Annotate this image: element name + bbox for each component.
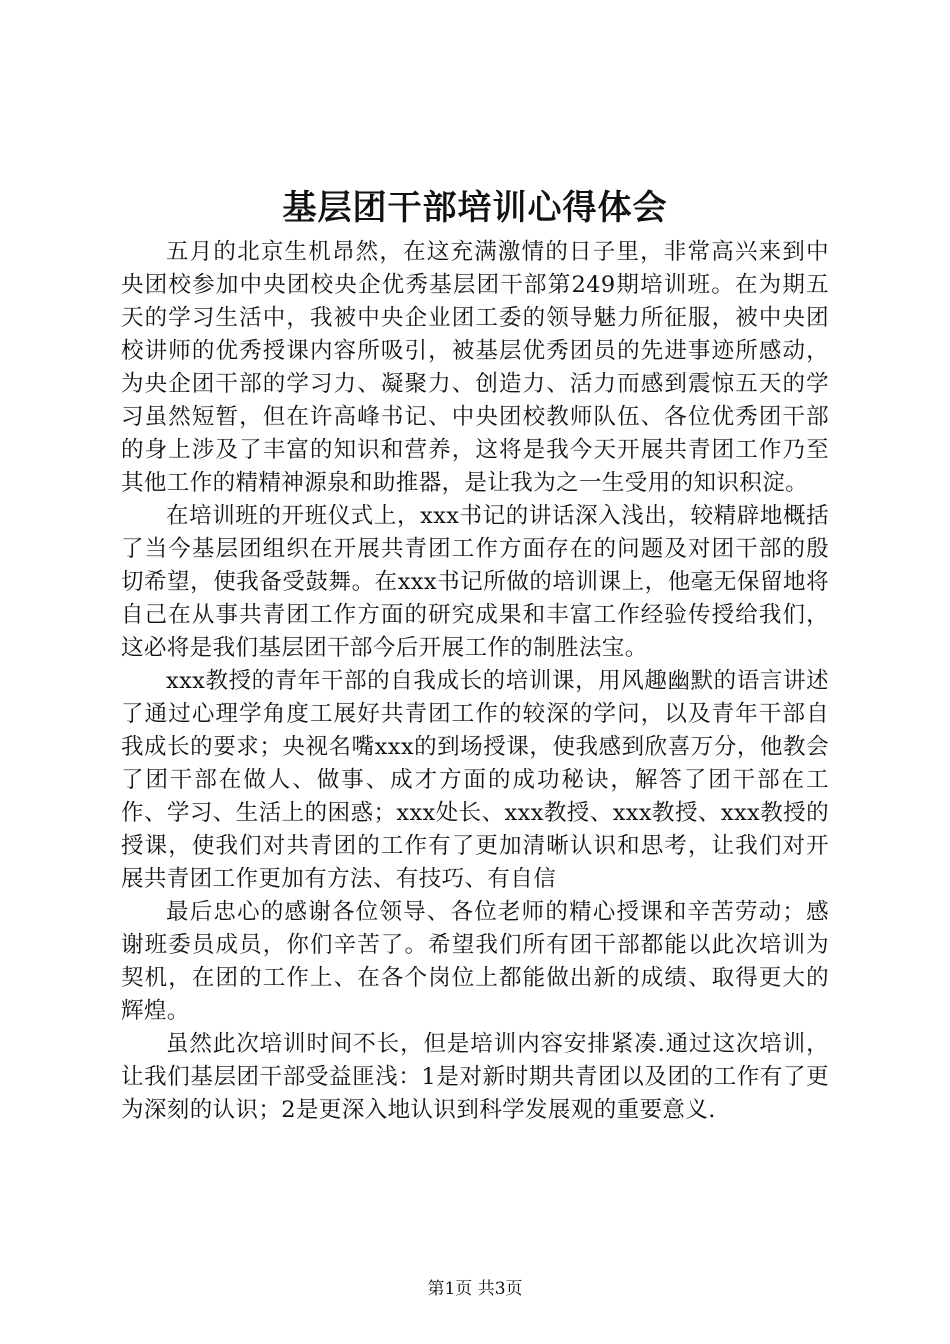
page-footer: 第1页 共3页 [427,1279,523,1299]
paragraph-4: 最后忠心的感谢各位领导、各位老师的精心授课和辛苦劳动；感谢班委员成员，你们辛苦了。希望我们所有团干部都能以此次培训为契机，在团的工作上、在各个岗位上都能做出新的成绩、取得更大的辉煌。 [121,899,829,1024]
paragraph-2: 在培训班的开班仪式上，xxx书记的讲话深入浅出，较精辟地概括了当今基层团组织在开展共青团工作方面存在的问题及对团干部的殷切希望，使我备受鼓舞。在xxx书记所做的培训课上，他毫无保留地将自己在从事共青团工作方面的研究成果和丰富工作经验传授给我们，这必将是我们基层团干部今后开展工作的制胜法宝。 [121,503,829,661]
paragraph-3: xxx教授的青年干部的自我成长的培训课，用风趣幽默的语言讲述了通过心理学角度工展好共青团工作的较深的学问，以及青年干部自我成长的要求；央视名嘴xxx的到场授课，使我感到欣喜万分，他教会了团干部在做人、做事、成才方面的成功秘诀，解答了团干部在工作、学习、生活上的困惑；xxx处长、xxx教授、xxx教授、xxx教授的授课，使我们对共青团的工作有了更加清晰认识和思考，让我们对开展共青团工作更加有方法、有技巧、有自信 [121,668,829,892]
paragraph-5: 虽然此次培训时间不长，但是培训内容安排紧凑.通过这次培训，让我们基层团干部受益匪浅：1是对新时期共青团以及团的工作有了更为深刻的认识；2是更深入地认识到科学发展观的重要意义. [121,1031,829,1123]
paragraph-1: 五月的北京生机昂然，在这充满激情的日子里，非常高兴来到中央团校参加中央团校央企优秀基层团干部第249期培训班。在为期五天的学习生活中，我被中央企业团工委的领导魅力所征服，被中央团校讲师的优秀授课内容所吸引，被基层优秀团员的先进事迹所感动，为央企团干部的学习力、凝聚力、创造力、活力而感到震惊五天的学习虽然短暂，但在许高峰书记、中央团校教师队伍、各位优秀团干部的身上涉及了丰富的知识和营养，这将是我今天开展共青团工作乃至其他工作的精精神源泉和助推器，是让我为之一生受用的知识积淀。 [121,239,829,496]
document-title: 基层团干部培训心得体会 [282,188,668,228]
document-body [121,236,829,1127]
